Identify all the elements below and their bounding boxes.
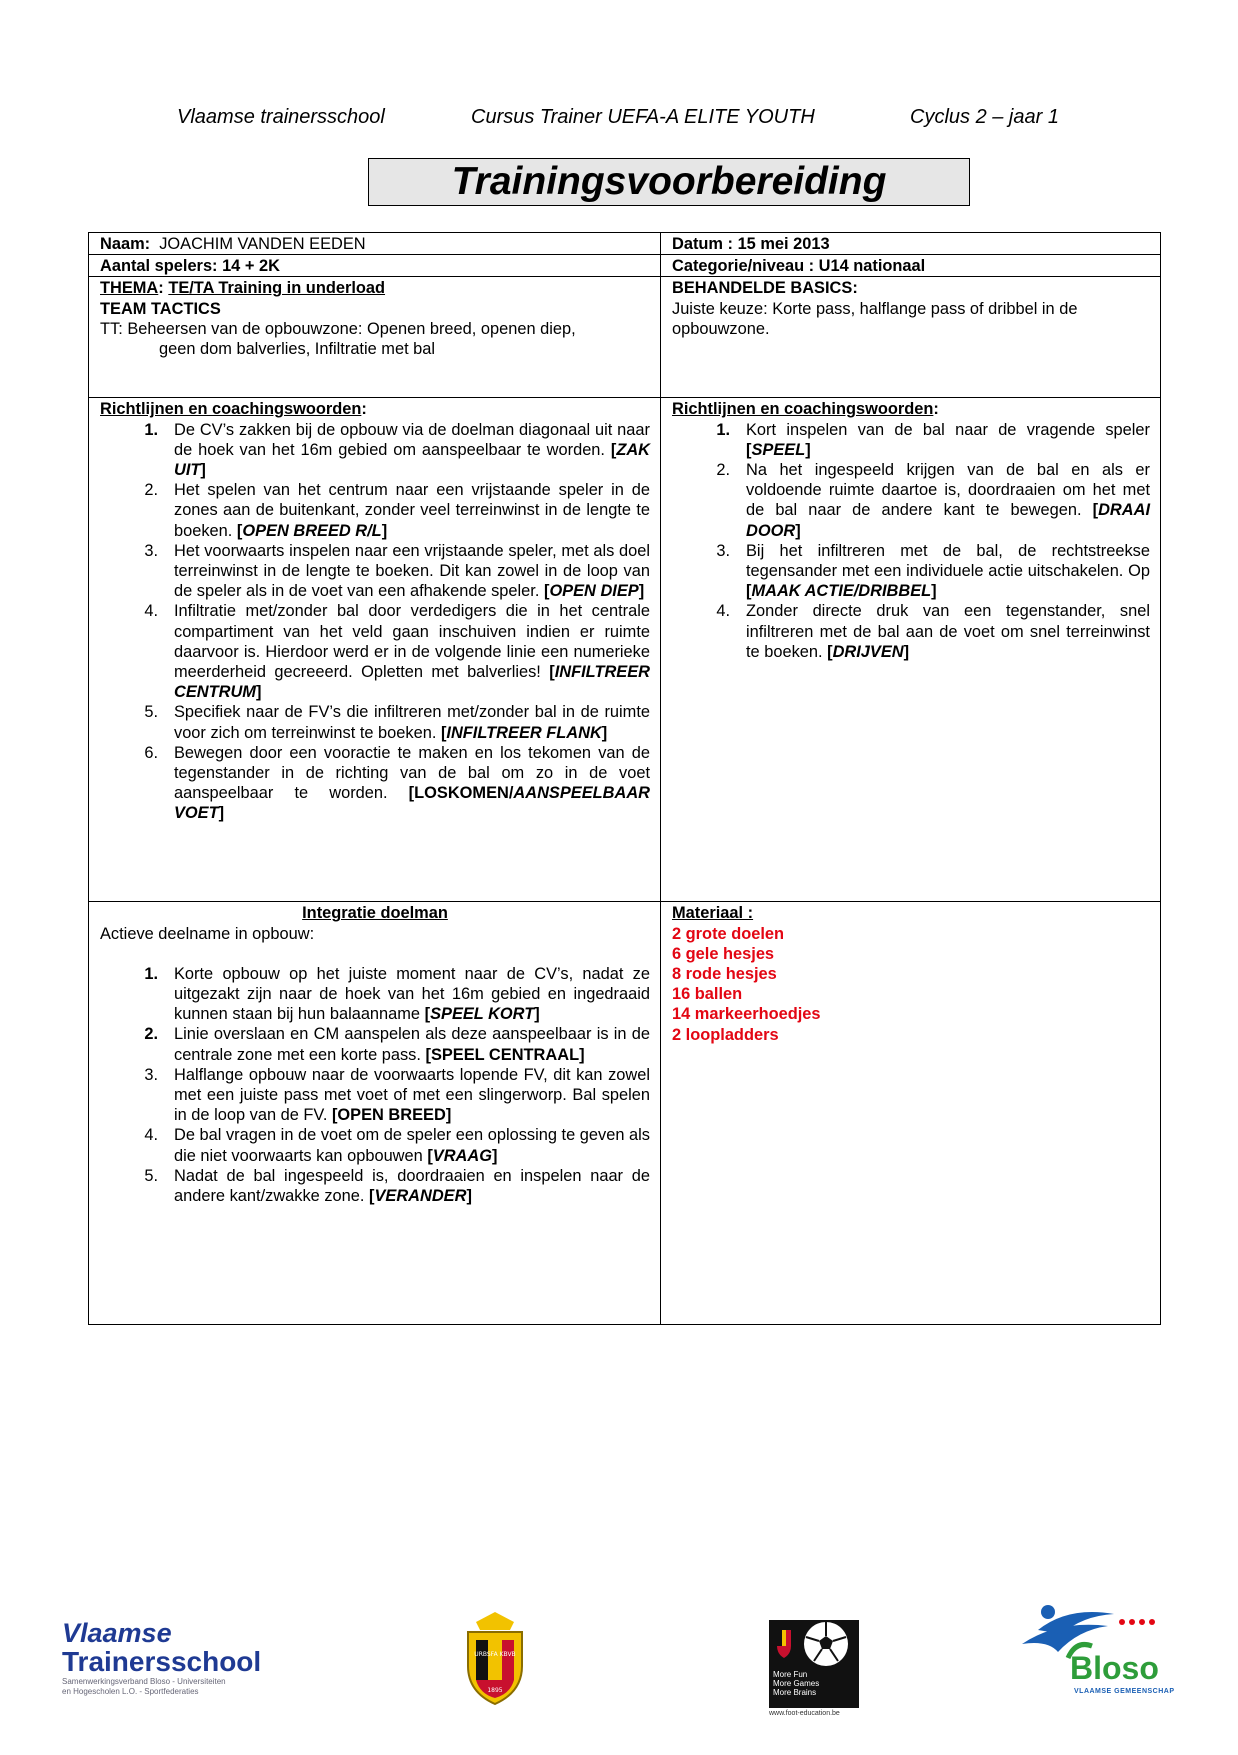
bloso-name: Bloso [1070,1650,1159,1686]
materiaal-item: 2 grote doelen [672,924,785,943]
materiaal-item: 8 rode hesjes [672,965,777,984]
item-number: 1. [716,420,730,439]
categorie: Categorie/niveau : U14 nationaal [661,255,1161,277]
basics-label: BEHANDELDE BASICS: [672,279,858,298]
thema-value: TE/TA Training in underload [168,279,386,298]
thema-tt-line1: TT: Beheersen van de opbouwzone: Openen breed, openen diep, [100,319,576,338]
item-text: Na het ingespeeld krijgen van de bal en als er voldoende ruimte daartoe is, doordraaien om het met de bal naar de andere kant te bewegen. [746,461,1150,520]
coaching-word: [OPEN BREED R/L] [236,521,388,540]
thema-colon: : [158,279,164,298]
item-text: Het spelen van het centrum naar een vrijstaande speler in de zones aan de buitenkant, zonder veel terreinwinst in de lengte te boeken. [174,481,650,540]
coaching-word: [OPEN DIEP] [543,582,645,601]
coaching-word: [SPEEL KORT] [424,1005,540,1024]
naam-cell [89,233,661,255]
item-number: 2. [716,461,730,480]
coaching-word: [VRAAG] [427,1146,498,1165]
fe-line2: More Games [773,1679,820,1688]
item-text: Bij het infiltreren met de bal, de rechtstreekse tegensander met een individuele actie uitschakelen. Op [746,541,1150,581]
item-text: Het voorwaarts inspelen naar een vrijstaande speler, met als doel terreinwinst in de lengte te boeken. Dit kan zowel in de loop van de speler als in de voet van een afhakende speler. [174,541,650,601]
coaching-word: [VERANDER] [368,1187,472,1206]
coaching-word: [SPEEL CENTRAAL] [425,1045,585,1064]
item-text: Nadat de bal ingespeeld is, doordraaien en inspelen naar de andere kant/zwakke zone. [174,1166,650,1206]
datum-cell: Datum : 15 mei 2013 [661,233,1161,255]
soccer-ball-icon [769,1620,859,1670]
item-number: 2. [144,481,158,500]
materiaal-label: Materiaal : [672,904,754,923]
fe-line3: More Brains [773,1688,817,1697]
list-item [100,702,650,742]
kbvb-logo [458,1608,532,1708]
item-number: 1. [144,964,158,983]
coaching-word: [LOSKOMEN/AANSPEELBAAR VOET] [174,784,650,823]
vts-logo-small2: en Hogescholen L.O. - Sportfederaties [62,1687,199,1696]
materiaal-item: 14 markeerhoedjes [672,1005,821,1024]
list-item [100,480,650,541]
item-text: Zonder directe druk van een tegenstander, snel infiltreren met de bal aan de voet om snel terreinwinst te boeken. [746,602,1150,661]
list-item [100,541,650,602]
materiaal-item: 16 ballen [672,985,743,1004]
item-number: 3. [144,541,158,560]
item-number: 4. [716,602,730,621]
coaching-word: [MAAK ACTIE/DRIBBEL] [746,582,937,601]
item-text: Halflange opbouw naar de voorwaarts lopende FV, dit kan zowel met een juiste pass met voet of met een slingerworp. Bal spelen in de loop van de FV. [174,1065,650,1125]
item-number: 4. [144,1126,158,1145]
richtlijnen-left-cell [89,398,661,902]
item-number: 4. [144,602,158,621]
list-item [100,1166,650,1206]
richtlijnen-right-cell [661,398,1161,902]
item-text: Bewegen door een vooractie te maken en los tekomen van de tegenstander in de richting van de bal om zo in de voet aanspeelbaar te worden. [174,743,650,803]
materiaal-cell [661,902,1161,1325]
fe-line1: More Fun [773,1670,808,1679]
item-text: De CV’s zakken bij de opbouw via de doelman diagonaal uit naar de hoek van het 16m gebied om aanspeelbaar te worden. [174,420,650,459]
kbvb-crest-icon [458,1608,532,1708]
header-right: Cyclus 2 – jaar 1 [910,106,1059,128]
thema-cell [89,277,661,398]
thema-sub: TEAM TACTICS [100,299,221,318]
item-number: 3. [716,541,730,560]
richtlijnen-left-colon: : [361,400,367,419]
list-item [672,460,1150,541]
header-center: Cursus Trainer UEFA-A ELITE YOUTH [471,106,815,128]
item-number: 5. [144,1166,158,1185]
richtlijnen-right-colon: : [933,400,939,419]
materiaal-item: 6 gele hesjes [672,944,775,963]
richtlijnen-left-label: Richtlijnen en coachingswoorden [100,400,362,419]
thema-tt-line2: geen dom balverlies, Infiltratie met bal [159,340,436,359]
materiaal-item: 2 loopladders [672,1025,779,1044]
row-naam-datum [89,233,1161,255]
row-richtlijnen [89,398,1161,902]
coaching-word: [INFILTREER FLANK] [440,723,608,742]
list-item [672,420,1150,460]
kbvb-logo-year: 1895 [487,1687,503,1694]
doelman-intro: Actieve deelname in opbouw: [100,924,315,943]
list-item [672,541,1150,602]
row-doelman-materiaal [89,902,1161,1325]
item-number: 5. [144,703,158,722]
doelman-cell [89,902,661,1325]
fe-url: www.foot-education.be [769,1710,840,1717]
vts-logo-small1: Samenwerkingsverband Bloso - Universiteiten [62,1677,226,1686]
basics-cell [661,277,1161,398]
row-thema-basics [89,277,1161,398]
item-number: 3. [144,1065,158,1084]
naam-label: Naam: [100,235,151,253]
foot-education-logo [769,1620,859,1717]
item-text: De bal vragen in de voet om de speler een oplossing te geven als die niet voorwaarts kan opbouwen [174,1126,650,1165]
coaching-word: [DRIJVEN] [827,642,910,661]
list-item [672,601,1150,662]
richtlijnen-left-list [100,420,650,824]
list-item [100,743,650,824]
vts-logo-line2: Trainersschool [62,1646,262,1677]
coaching-word: [INFILTREER CENTRUM] [174,663,650,702]
form-table [88,232,1161,1325]
coaching-word: [DRAAI DOOR] [746,501,1150,540]
item-number: 6. [144,743,158,762]
vts-logo-line1: Vlaamse [62,1618,172,1648]
item-text: Kort inspelen van de bal naar de vragende speler [746,420,1150,439]
item-number: 2. [144,1025,158,1044]
richtlijnen-right-label: Richtlijnen en coachingswoorden [672,400,934,419]
materiaal-list [672,924,1150,1045]
coaching-word: [SPEEL] [746,440,811,459]
item-text: Korte opbouw op het juiste moment naar de CV’s, nadat ze uitgezakt zijn naar de hoek van het 16m gebied en ingedraaid kunnen staan bij hun balaanname [174,964,650,1024]
list-item [100,601,650,702]
kbvb-logo-text: URBSFA KBVB [474,1651,516,1658]
richtlijnen-right-list [672,420,1150,662]
list-item [100,1125,650,1165]
coaching-word: [ZAK UIT] [174,440,650,480]
thema-label: THEMA [100,279,159,298]
aantal-spelers: Aantal spelers: 14 + 2K [89,255,661,277]
bloso-logo [1018,1600,1178,1710]
list-item [100,420,650,481]
item-text: Infiltratie met/zonder bal door verdedigers die in het centrale compartiment van het veld gaan inschuiven indien er ruimte daarvoor is. Hierdoor werd er in de volgende linie een numerieke meerderheid gecreeerd. Opletten met balverlies! [174,602,650,682]
item-text: Linie overslaan en CM aanspelen als deze aanspeelbaar is in de centrale zone met een korte pass. [174,1025,650,1064]
bloso-sub: VLAAMSE GEMEENSCHAP [1074,1688,1175,1695]
item-text: Specifiek naar de FV’s die infiltreren met/zonder bal in de ruimte voor zich om terreinwinst te boeken. [174,703,650,742]
list-item [100,964,650,1025]
doelman-list [100,964,650,1206]
row-spelers-categorie [89,255,1161,277]
page-title: Trainingsvoorbereiding [368,158,970,206]
header-left: Vlaamse trainersschool [177,106,385,128]
list-item [100,1065,650,1126]
list-item [100,1024,650,1064]
item-number: 1. [144,420,158,439]
vlaamse-trainersschool-logo [62,1620,282,1700]
basics-text: Juiste keuze: Korte pass, halflange pass of dribbel in de opbouwzone. [672,299,1078,338]
doelman-label: Integratie doelman [302,904,448,923]
naam-value: JOACHIM VANDEN EEDEN [159,235,366,253]
coaching-word: [OPEN BREED] [331,1106,452,1125]
